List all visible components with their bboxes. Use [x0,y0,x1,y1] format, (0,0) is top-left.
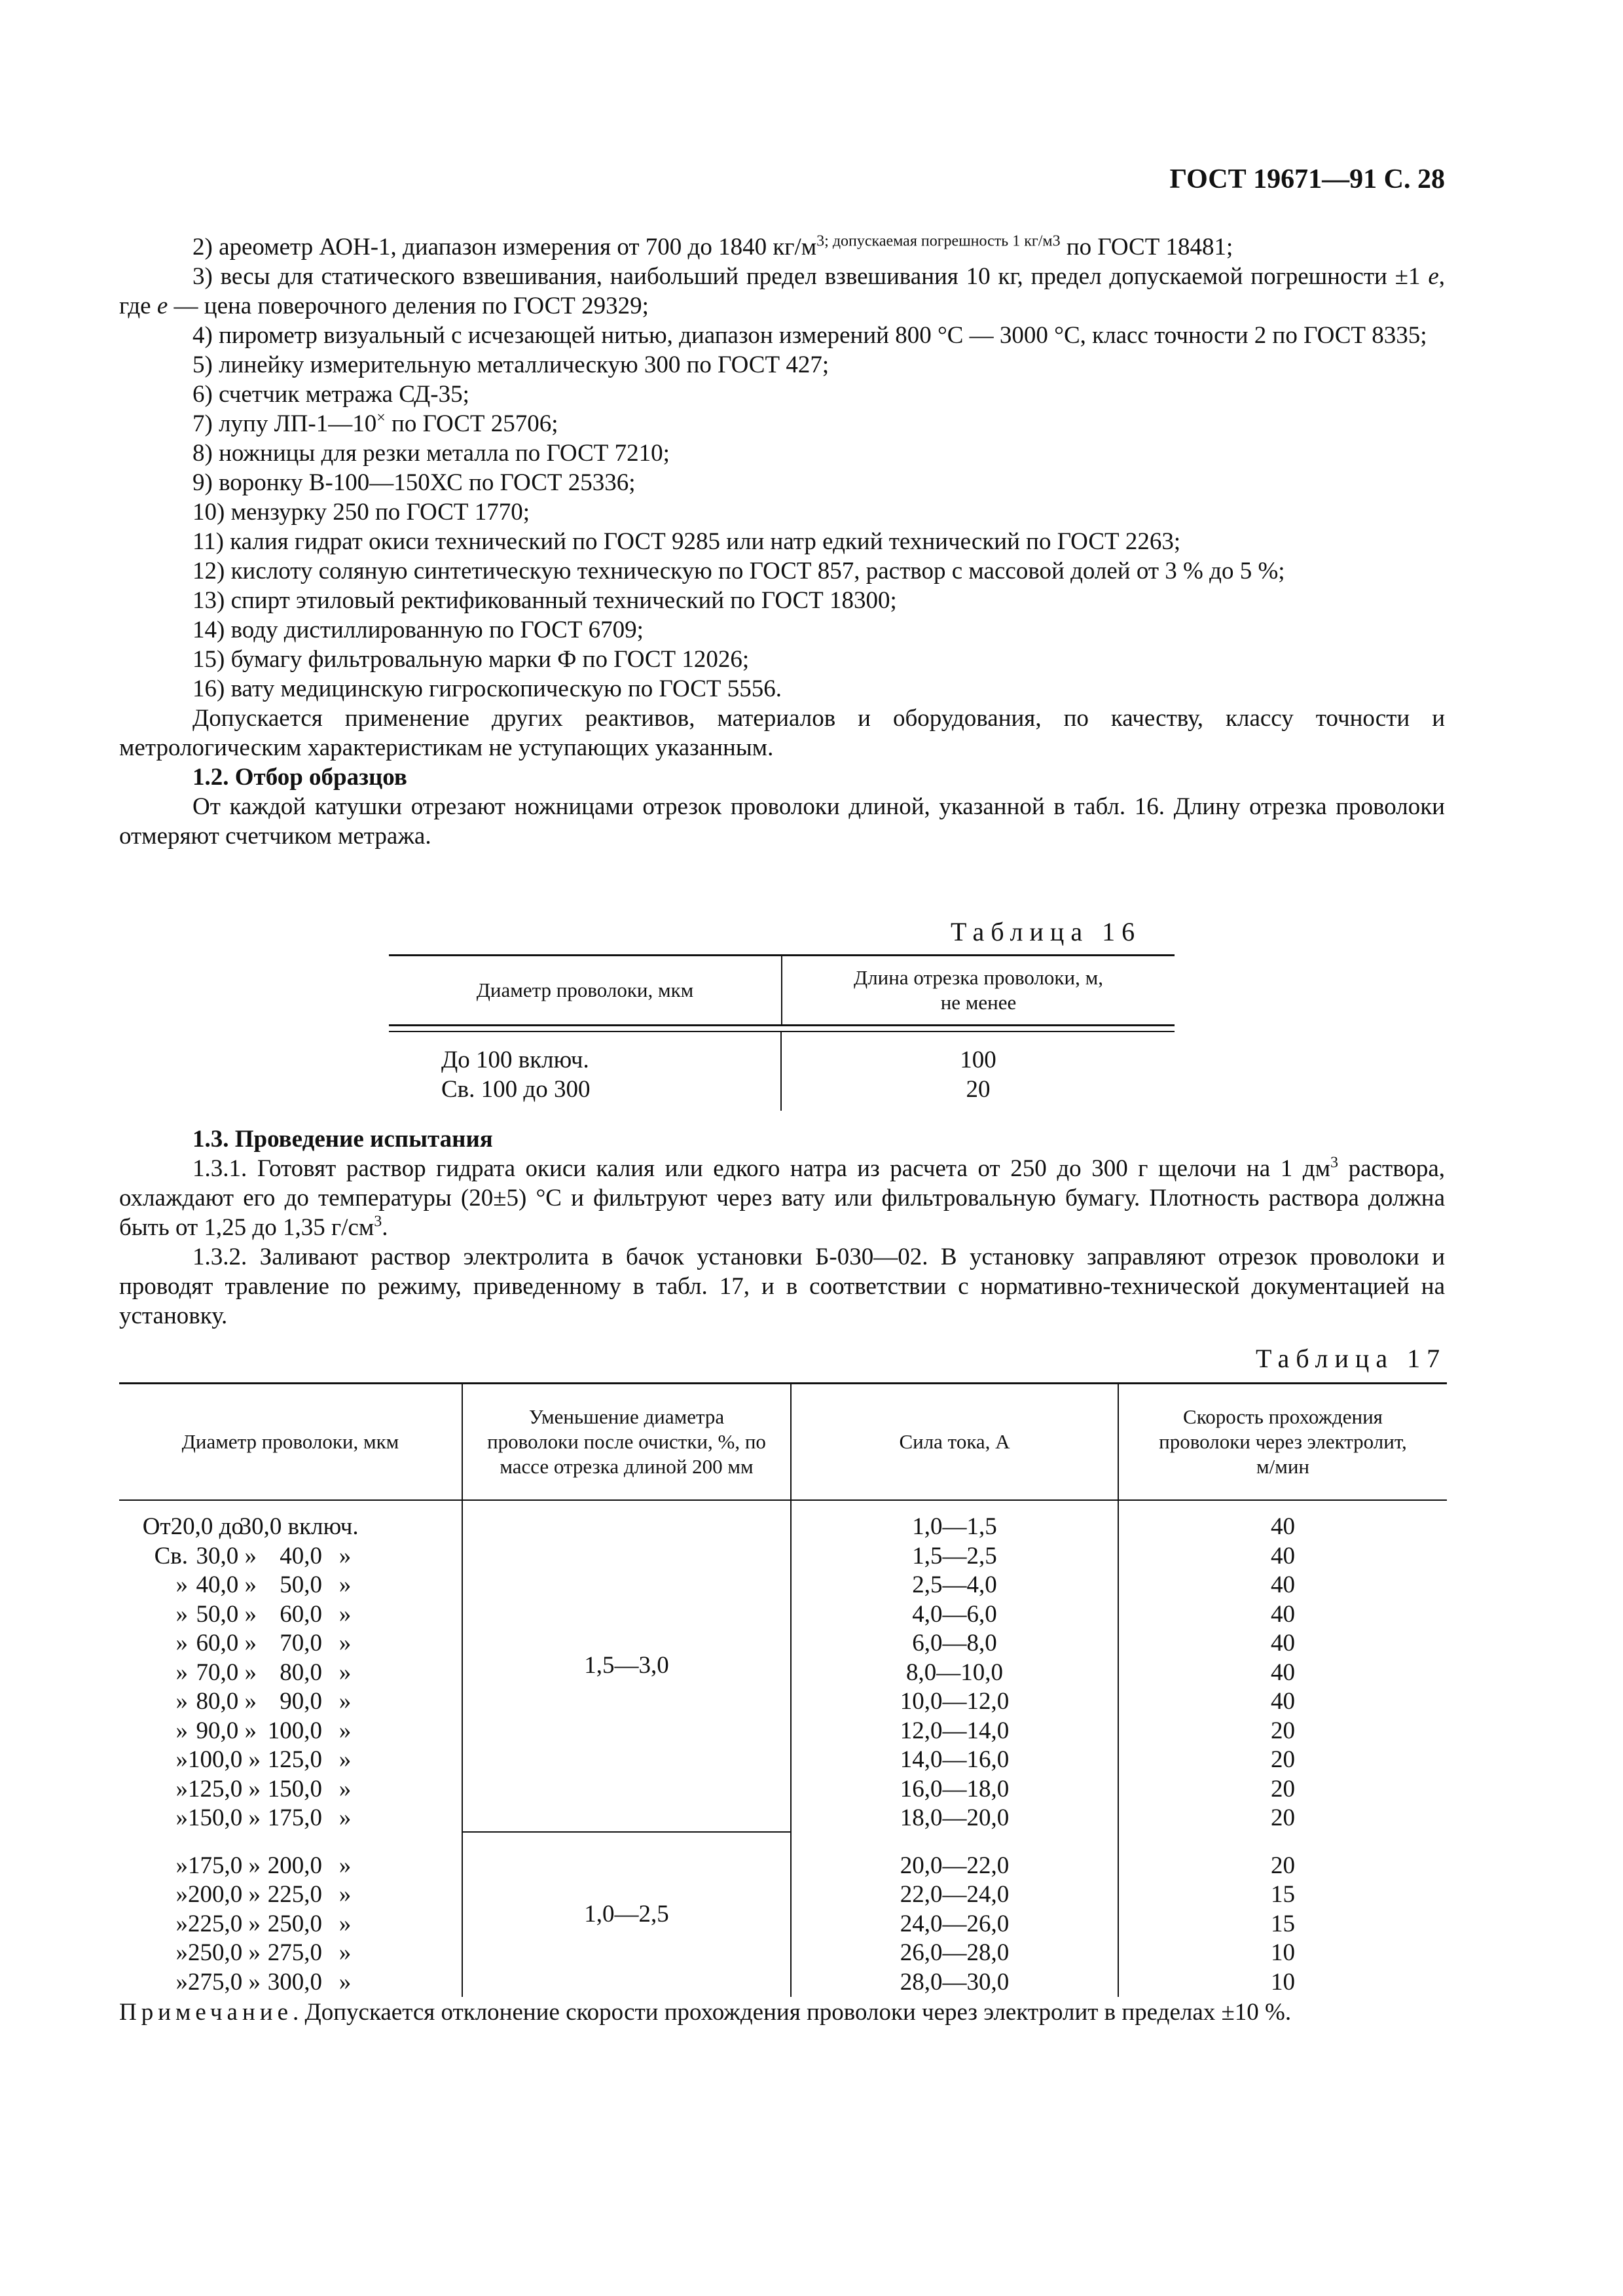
table-column [389,1032,782,1111]
current-cell: 12,0—14,0 [900,1717,1010,1744]
diameter-part [368,1880,460,1910]
table-cell: 1,0—2,5 [584,1900,669,1928]
diameter-part: От [142,1513,171,1540]
diameter-part: » [338,1688,352,1715]
speed-cell: 40 [1271,1513,1295,1540]
diameter-cell [119,1910,462,1939]
current-cell: 14,0—16,0 [900,1746,1010,1773]
diameter-part [368,1542,460,1571]
diameter-part: 225,0 » [188,1910,261,1937]
diameter-part: 30,0 » [196,1542,257,1570]
diameter-part: » [338,1542,352,1570]
diameter-cell [119,1629,462,1659]
paragraph: 1.3.2. Заливают раствор электролита в бачок установки Б-030—02. В установку заправляют отрезок проволоки и проводят травление по режиму, приведенному в табл. 17, и в соответствии с нормативно-технической документацией на установку. [119,1244,1445,1329]
section-heading: 1.3. Проведение испытания [192,1126,493,1153]
table-17 [119,1382,1447,1997]
column-header: Диаметр проволоки, мкм [389,956,782,1024]
diameter-cell [119,1880,462,1910]
diameter-part: » [338,1746,352,1773]
italic-e: e [1428,263,1439,290]
current-cell: 26,0—28,0 [900,1939,1010,1966]
current-cell: 20,0—22,0 [900,1852,1010,1879]
diameter-part [368,1717,460,1746]
diameter-part: » [338,1571,352,1598]
diameter-cell [119,1775,462,1804]
current-cell: 6,0—8,0 [912,1630,997,1657]
note-label: Примечание [119,1999,293,2026]
diameter-part [368,1910,460,1939]
diameter-part: » [338,1852,352,1879]
diameter-part: 80,0 [280,1659,322,1686]
current-cell: 28,0—30,0 [900,1968,1010,1996]
speed-column [1119,1501,1447,1997]
current-cell: 16,0—18,0 [900,1775,1010,1803]
diameter-cell [119,1687,462,1717]
list-item: 16) вату медицинскую гигроскопическую по ГОСТ 5556. [192,675,782,702]
section-1-3 [119,1124,1445,1331]
list-item [119,409,1445,439]
list-item: 10) мензурку 250 по ГОСТ 1770; [192,499,530,526]
column-header: Диаметр проволоки, мкм [119,1384,463,1499]
diameter-part [368,1687,460,1717]
diameter-cell [119,1600,462,1630]
diameter-column [119,1501,463,1997]
diameter-cell [119,1804,462,1833]
diameter-part: » [338,1881,352,1908]
current-cell: 24,0—26,0 [900,1910,1010,1937]
diameter-cell [119,1659,462,1688]
diameter-part [368,1571,460,1600]
diameter-part: » [175,1910,188,1937]
list-item: 12) кислоту соляную синтетическую техническую по ГОСТ 857, раствор с массовой долей от 3 % до 5 %; [192,558,1285,584]
diameter-part [368,1939,460,1968]
speed-cell: 20 [1271,1804,1295,1831]
diameter-part [368,1600,460,1630]
diameter-part: » [175,1571,188,1598]
diameter-part: » [175,1939,188,1966]
diameter-part: 200,0 [267,1852,322,1879]
diameter-part: 250,0 » [188,1939,261,1966]
speed-cell: 15 [1271,1881,1295,1908]
list-item: 14) воду дистиллированную по ГОСТ 6709; [192,617,644,643]
current-cell: 18,0—20,0 [900,1804,1010,1831]
paragraph: Допускается применение других реактивов, материалов и оборудования, по качеству, классу точности и метрологическим характеристикам не уступающих указанным. [119,705,1445,761]
reduction-column [463,1501,792,1997]
diameter-part: 275,0 [267,1939,322,1966]
diameter-part: » [338,1968,352,1996]
diameter-part [359,1513,393,1542]
para-text: 1.3.1. Готовят раствор гидрата окиси калия или едкого натра из расчета от 250 до 300 г щелочи на 1 дм [192,1155,1331,1182]
diameter-part: 300,0 [267,1968,322,1996]
table-cell: 100 [960,1047,996,1073]
diameter-part: » [175,1659,188,1686]
diameter-part: » [175,1804,188,1831]
diameter-part: » [338,1717,352,1744]
diameter-part: 100,0 [267,1717,322,1744]
diameter-part: 90,0 [280,1688,322,1715]
current-cell: 22,0—24,0 [900,1881,1010,1908]
diameter-part: 70,0 » [196,1659,257,1686]
diameter-part: 225,0 [267,1881,322,1908]
diameter-part [368,1852,460,1881]
current-column [792,1501,1119,1997]
item-text: по ГОСТ 18481; [1060,234,1233,260]
diameter-cell [119,1571,462,1600]
diameter-part [393,1513,462,1542]
diameter-part: » [175,1717,188,1744]
diameter-part: 40,0 » [196,1571,257,1598]
diameter-part [368,1746,460,1775]
diameter-part: » [338,1659,352,1686]
superscript: 3; допускаемая погрешность 1 кг/м [816,232,1053,250]
diameter-part: » [175,1746,188,1773]
diameter-part: 30,0 включ. [239,1513,359,1540]
table-note [119,1998,1445,2027]
diameter-part: 70,0 [280,1630,322,1657]
column-header: Сила тока, А [792,1384,1119,1499]
table-body [389,1032,1175,1111]
diameter-part: 150,0 » [188,1804,261,1831]
item-text: 3) весы для статического взвешивания, наибольший предел взвешивания 10 кг, предел допускаемой погрешности ±1 [192,263,1429,290]
diameter-part: 175,0 » [188,1852,261,1879]
header-line: Длина отрезка проволоки, м, [854,966,1103,989]
list-item: 11) калия гидрат окиси технический по ГОСТ 9285 или натр едкий технический по ГОСТ 2263; [192,528,1181,555]
diameter-part: » [338,1910,352,1937]
diameter-part: 90,0 » [196,1717,257,1744]
speed-cell: 40 [1271,1659,1295,1686]
speed-cell: 10 [1271,1968,1295,1996]
speed-cell: 10 [1271,1939,1295,1966]
diameter-part [368,1629,460,1659]
table-column [782,1032,1175,1111]
diameter-cell [119,1513,462,1542]
item-text: по ГОСТ 25706; [385,410,558,437]
note-text: . Допускается отклонение скорости прохождения проволоки через электролит в пределах ±10 %. [293,1999,1292,2026]
speed-cell: 40 [1271,1542,1295,1570]
diameter-cell [119,1542,462,1571]
speed-cell: 15 [1271,1910,1295,1937]
list-item: 13) спирт этиловый ректификованный технический по ГОСТ 18300; [192,587,897,614]
para-text: раствора, охлаждают его до температуры (20±5) °С и фильтруют через вату или фильтровальную бумагу. Плотность раствора должна быть от 1,25 до 1,35 г/см [119,1155,1446,1241]
diameter-part: 40,0 [280,1542,322,1570]
list-item [119,232,1445,262]
table-rule [389,1024,1175,1026]
list-item: 5) линейку измерительную металлическую 300 по ГОСТ 427; [192,351,830,378]
paragraph [119,1154,1445,1242]
header-line: не менее [940,991,1017,1014]
diameter-part: » [175,1630,188,1657]
diameter-part: 100,0 » [188,1746,261,1773]
diameter-part: Св. [154,1542,188,1570]
diameter-part: 175,0 [267,1804,322,1831]
diameter-part: » [338,1600,352,1628]
column-header [782,956,1175,1024]
diameter-part: » [338,1939,352,1966]
table-cell: Св. 100 до 300 [441,1076,591,1103]
table-header-row [389,956,1175,1024]
table-16 [389,954,1175,1111]
section-heading: 1.2. Отбор образцов [192,764,407,791]
current-cell: 2,5—4,0 [912,1571,997,1598]
page-header: ГОСТ 19671—91 С. 28 [1169,164,1445,194]
para-text: . [382,1214,388,1241]
diameter-part [368,1775,460,1804]
item-text: 7) лупу ЛП-1—10 [192,410,377,437]
speed-cell: 20 [1271,1746,1295,1773]
diameter-part: 200,0 » [188,1881,261,1908]
speed-cell: 40 [1271,1600,1295,1628]
speed-cell: 40 [1271,1630,1295,1657]
diameter-part [368,1804,460,1833]
superscript: × [376,409,386,427]
diameter-part: » [175,1775,188,1803]
diameter-part: » [175,1600,188,1628]
diameter-cell [119,1852,462,1881]
diameter-part: » [175,1688,188,1715]
superscript: 3 [374,1213,382,1230]
diameter-part: » [175,1852,188,1879]
diameter-part: 80,0 » [196,1688,257,1715]
list-item: 15) бумагу фильтровальную марки Ф по ГОСТ 12026; [192,646,750,673]
diameter-part: » [175,1881,188,1908]
table-body [119,1501,1447,1997]
item-text: 2) ареометр АОН-1, диапазон измерения от 700 до 1840 кг/м [192,234,817,260]
diameter-part: 20,0 до [170,1513,244,1540]
table-cell: 1,5—3,0 [463,1501,790,1833]
table-cell: До 100 включ. [441,1047,589,1073]
speed-cell: 20 [1271,1852,1295,1879]
table-caption: Таблица 16 [951,917,1142,946]
diameter-part: 60,0 [280,1600,322,1628]
list-item: 4) пирометр визуальный с исчезающей нитью, диапазон измерений 800 °С — 3000 °С, класс точности 2 по ГОСТ 8335; [192,322,1427,349]
current-cell: 1,0—1,5 [912,1513,997,1540]
diameter-part: 150,0 [267,1775,322,1803]
diameter-part: » [338,1630,352,1657]
column-header: Скорость прохождения проволоки через электролит, м/мин [1159,1405,1407,1478]
item-text: — цена поверочного деления по ГОСТ 29329; [168,293,649,319]
list-item [119,262,1445,321]
diameter-part: 60,0 » [196,1630,257,1657]
paragraph: От каждой катушки отрезают ножницами отрезок проволоки длиной, указанной в табл. 16. Длину отрезка проволоки отмеряют счетчиком метража. [119,793,1445,850]
table-header-row [119,1384,1447,1499]
diameter-cell [119,1717,462,1746]
speed-cell: 40 [1271,1688,1295,1715]
equipment-list [119,232,1445,851]
item-text: , где [119,263,1445,319]
diameter-part [368,1968,460,1998]
diameter-part: 125,0 » [188,1775,261,1803]
diameter-part: 50,0 » [196,1600,257,1628]
diameter-part [368,1659,460,1688]
superscript: 3 [1052,232,1061,250]
diameter-cell [119,1968,462,1998]
diameter-part: » [338,1775,352,1803]
diameter-part: » [338,1804,352,1831]
speed-cell: 20 [1271,1717,1295,1744]
diameter-cell [119,1939,462,1968]
superscript: 3 [1330,1154,1339,1172]
table-caption: Таблица 17 [1256,1344,1447,1373]
list-item: 9) воронку В-100—150ХС по ГОСТ 25336; [192,469,636,496]
current-cell: 1,5—2,5 [912,1542,997,1570]
speed-cell: 20 [1271,1775,1295,1803]
current-cell: 8,0—10,0 [906,1659,1003,1686]
diameter-part: 250,0 [267,1910,322,1937]
current-cell: 4,0—6,0 [912,1600,997,1628]
diameter-part: 125,0 [267,1746,322,1773]
table-cell: 20 [966,1076,991,1103]
list-item: 8) ножницы для резки металла по ГОСТ 7210; [192,440,670,467]
current-cell: 10,0—12,0 [900,1688,1010,1715]
diameter-part: 275,0 » [188,1968,261,1996]
list-item: 6) счетчик метража СД-35; [192,381,469,408]
speed-cell: 40 [1271,1571,1295,1598]
diameter-part: » [175,1968,188,1996]
diameter-part: 50,0 [280,1571,322,1598]
column-header: Уменьшение диаметра проволоки после очистки, %, по массе отрезка длиной 200 мм [463,1384,792,1499]
italic-e: e [156,293,168,319]
diameter-cell [119,1746,462,1775]
